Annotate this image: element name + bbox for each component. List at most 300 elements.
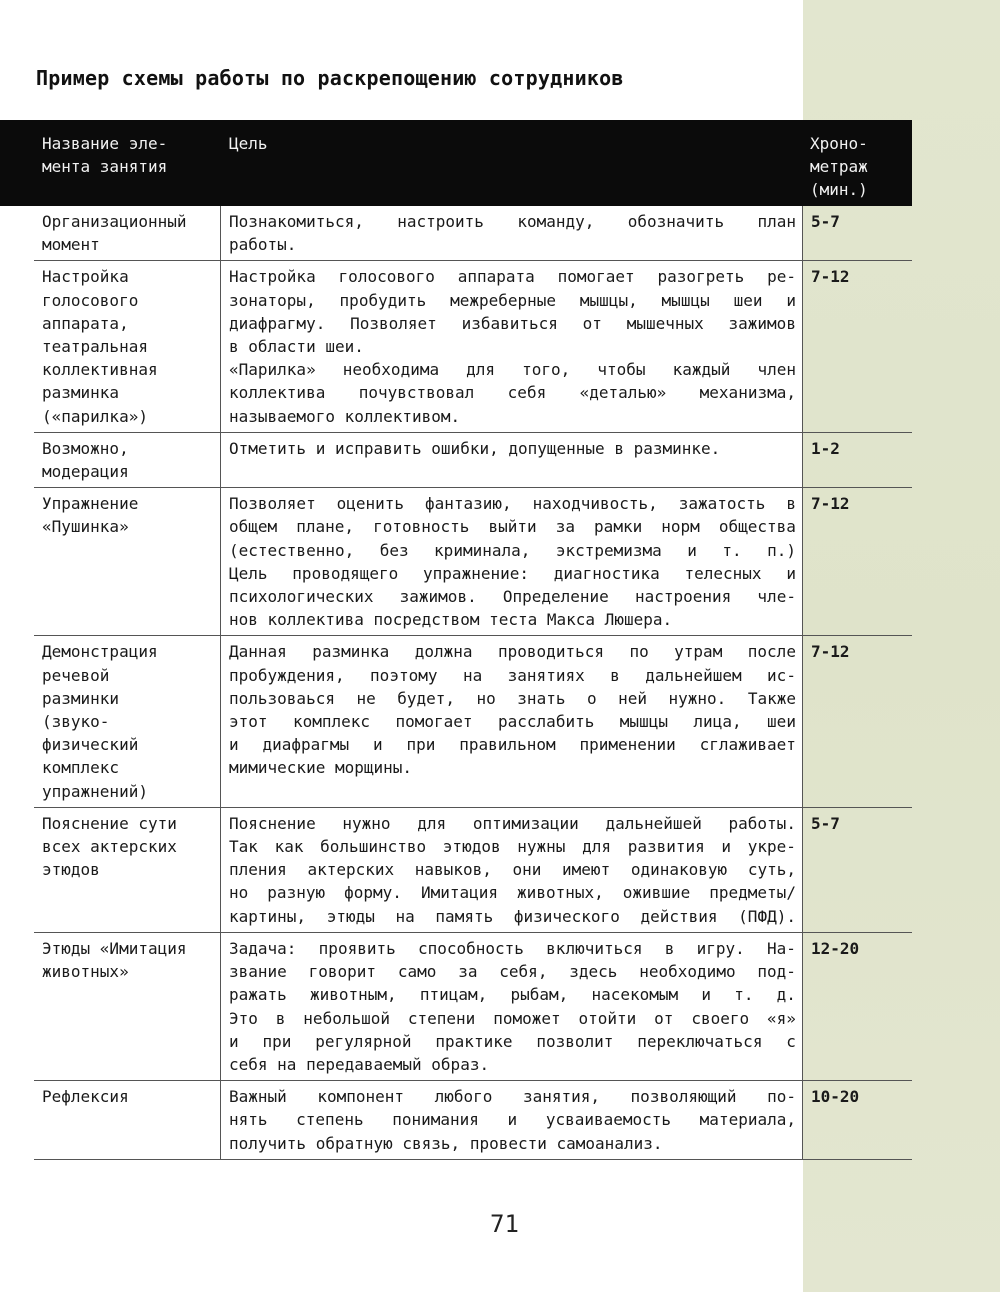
- goal-word: память: [435, 906, 494, 926]
- goal-word: для: [417, 813, 447, 833]
- table-row: [34, 206, 912, 261]
- goal-cell: [220, 488, 803, 635]
- goal-word: диагностика: [553, 563, 660, 583]
- table-row: [34, 636, 912, 807]
- goal-word: в области шеи.: [229, 337, 364, 357]
- goal-line: [229, 312, 796, 335]
- goal-word: необходима: [342, 360, 440, 380]
- element-name-cell: [34, 636, 220, 806]
- goal-word: ис-: [767, 665, 796, 685]
- goal-cell: [220, 206, 803, 260]
- goal-word: телесных: [684, 563, 762, 583]
- goal-word: комплекс: [292, 712, 371, 732]
- goal-word: степень: [296, 1110, 364, 1130]
- goal-word: без: [379, 540, 409, 560]
- header-element-name: [42, 132, 167, 178]
- goal-word: пользоваься: [229, 688, 335, 708]
- element-name-cell: [34, 933, 220, 1080]
- goal-word: дальнейшей: [605, 813, 702, 833]
- goal-word: ожившие: [622, 883, 691, 903]
- goal-word: укре-: [747, 837, 796, 857]
- goal-word: этюдов: [442, 837, 501, 857]
- goal-cell: [220, 1081, 803, 1159]
- goal-word: общества: [718, 517, 796, 537]
- goal-word: но: [476, 688, 496, 708]
- goal-word: Это: [229, 1008, 258, 1028]
- duration-cell: 10-20: [811, 1087, 860, 1107]
- goal-word: механизма,: [699, 383, 796, 403]
- element-name-line: голосового: [42, 290, 139, 310]
- goal-word: форму.: [344, 883, 402, 903]
- goal-word: навыков,: [414, 860, 492, 880]
- goal-word: команду,: [517, 212, 595, 231]
- goal-word: мышцы: [661, 290, 710, 310]
- header-duration: [810, 132, 868, 201]
- goal-word: плане,: [296, 517, 355, 537]
- goal-cell: [220, 433, 803, 487]
- goal-word: Задача:: [229, 938, 297, 958]
- goal-word: Цель: [229, 563, 268, 583]
- goal-word: картины,: [229, 906, 307, 926]
- duration-cell: 1-2: [811, 438, 840, 458]
- goal-word: расслабить: [498, 712, 595, 732]
- goal-word: Познакомиться,: [229, 212, 364, 231]
- goal-word: пробуждения,: [229, 665, 345, 685]
- element-name-line: комплекс: [42, 758, 120, 778]
- element-name-line: Упражнение: [42, 494, 139, 514]
- goal-word: Позволяет: [350, 313, 437, 333]
- goal-word: игру.: [696, 938, 745, 958]
- element-name-cell: [34, 206, 220, 260]
- goal-word: насекомым: [591, 985, 679, 1005]
- goal-word: упражнение:: [423, 563, 529, 583]
- element-name-line: театральная: [42, 337, 148, 357]
- goal-word: регулярной: [315, 1031, 412, 1051]
- element-name-line: этюдов: [42, 860, 100, 880]
- goal-line: [229, 210, 796, 233]
- header-text-line: Цель: [229, 134, 268, 153]
- goal-word: развития: [627, 837, 705, 857]
- goal-line: [229, 710, 796, 733]
- goal-word: нов коллектива посредством теста Макса Люшера.: [229, 610, 673, 630]
- goal-line: [229, 585, 796, 608]
- goal-word: выйти: [488, 517, 537, 537]
- goal-word: межреберные: [450, 290, 557, 310]
- goal-line: [229, 233, 796, 256]
- goal-line: [229, 1007, 796, 1030]
- goal-word: пробудить: [339, 290, 427, 310]
- goal-word: дальнейшем: [645, 665, 742, 685]
- goal-word: при: [406, 735, 436, 755]
- goal-word: с: [786, 1031, 796, 1051]
- goal-word: мышечных: [626, 313, 704, 333]
- goal-line: [229, 858, 796, 881]
- goal-line: [229, 1132, 796, 1155]
- goal-line: [229, 983, 796, 1006]
- goal-line: [229, 756, 796, 779]
- goal-word: оценить: [336, 494, 405, 514]
- element-name-line: всех актерских: [42, 837, 177, 857]
- element-name-line: Организационный: [42, 212, 187, 231]
- goal-line: [229, 1108, 796, 1131]
- element-name-line: упражнений): [42, 781, 148, 801]
- goal-word: избавиться: [461, 313, 558, 333]
- element-name-line: речевой: [42, 665, 110, 685]
- element-name-line: животных»: [42, 962, 129, 982]
- goal-line: [229, 1085, 796, 1108]
- page-title: Пример схемы работы по раскрепощению сотрудников: [36, 66, 624, 90]
- goal-word: обозначить: [627, 212, 725, 231]
- goal-line: [229, 664, 796, 687]
- goal-word: животным,: [309, 985, 397, 1005]
- goal-word: Так: [229, 837, 258, 857]
- element-name-line: Пояснение сути: [42, 813, 177, 833]
- goal-word: себя,: [499, 962, 548, 982]
- goal-word: действия: [640, 906, 718, 926]
- goal-word: находчивость,: [532, 494, 658, 514]
- goal-word: говорит: [308, 962, 377, 982]
- goal-word: занятия,: [522, 1087, 600, 1107]
- goal-word: разминка: [312, 642, 390, 662]
- goal-word: нужно.: [668, 688, 727, 708]
- goal-word: от: [654, 1008, 674, 1028]
- goal-line: [229, 812, 796, 835]
- goal-word: но: [229, 883, 249, 903]
- goal-word: проявить: [318, 938, 396, 958]
- goal-word: Определение: [502, 587, 609, 607]
- goal-word: настроить: [397, 212, 484, 231]
- goal-line: [229, 881, 796, 904]
- element-name-cell: [34, 1081, 220, 1159]
- goal-word: и: [786, 563, 796, 583]
- goal-word: Имитация: [420, 883, 499, 903]
- goal-word: здесь: [569, 962, 618, 982]
- goal-word: понимания: [392, 1110, 479, 1130]
- duration-cell: 5-7: [811, 813, 840, 833]
- goal-word: утрам: [674, 642, 723, 662]
- table-body: [34, 206, 912, 1160]
- goal-word: и: [721, 837, 732, 857]
- table-row: [34, 933, 912, 1081]
- goal-word: птицам,: [419, 985, 488, 1005]
- element-name-line: Демонстрация: [42, 642, 158, 662]
- goal-word: каждый: [672, 360, 731, 380]
- goal-word: п.): [767, 540, 796, 560]
- header-goal: [229, 132, 268, 155]
- goal-word: экстремизма: [555, 540, 662, 560]
- goal-word: «деталью»: [579, 383, 667, 403]
- goal-word: и: [373, 735, 383, 755]
- goal-word: включиться: [546, 938, 643, 958]
- goal-word: общем: [229, 517, 278, 537]
- goal-line: [229, 492, 796, 515]
- goal-word: и: [229, 1031, 239, 1051]
- goal-word: суть,: [747, 860, 796, 880]
- goal-word: как: [274, 837, 304, 857]
- header-text-line: Хроно-: [810, 134, 868, 153]
- goal-word: нужны: [517, 837, 566, 857]
- goal-word: пления: [229, 860, 287, 880]
- table-row: [34, 808, 912, 933]
- goal-word: не: [356, 688, 376, 708]
- goal-word: голосового: [338, 267, 435, 287]
- element-name-line: («парилка»): [42, 406, 148, 426]
- goal-word: член: [757, 360, 796, 380]
- goal-word: мышцы: [619, 712, 668, 732]
- goal-line: [229, 733, 796, 756]
- goal-word: шеи: [733, 290, 763, 310]
- goal-cell: [220, 933, 803, 1080]
- goal-word: Важный: [229, 1087, 287, 1107]
- goal-word: криминала,: [434, 540, 531, 560]
- goal-word: на: [395, 906, 415, 926]
- element-name-line: момент: [42, 235, 100, 255]
- goal-word: психологических: [229, 587, 374, 607]
- goal-word: в: [610, 665, 620, 685]
- goal-word: в: [275, 1008, 286, 1028]
- element-name-line: физический: [42, 735, 139, 755]
- goal-word: в: [786, 494, 796, 514]
- goal-word: проводящего: [292, 563, 399, 583]
- duration-cell: 7-12: [811, 642, 850, 662]
- table-row: [34, 1081, 912, 1160]
- goal-word: зажимов.: [399, 587, 477, 607]
- goal-line: [229, 539, 796, 562]
- goal-word: работы.: [728, 813, 796, 833]
- table-header: [0, 120, 912, 206]
- goal-word: готовность: [373, 517, 470, 537]
- element-name-line: Настройка: [42, 267, 129, 287]
- goal-line: [229, 1030, 796, 1053]
- goal-word: звание: [229, 962, 287, 982]
- goal-word: оптимизации: [472, 813, 579, 833]
- element-name-line: (звуко-: [42, 712, 110, 732]
- goal-line: [229, 405, 796, 428]
- goal-word: переключаться: [637, 1031, 763, 1051]
- goal-word: при: [262, 1031, 292, 1051]
- goal-word: в: [664, 938, 675, 958]
- goal-word: «я»: [766, 1008, 796, 1028]
- goal-word: должна: [414, 642, 473, 662]
- goal-word: т.: [734, 985, 754, 1005]
- goal-line: [229, 562, 796, 585]
- goal-word: под-: [757, 962, 796, 982]
- goal-word: физического: [513, 906, 620, 926]
- goal-word: поэтому: [370, 665, 438, 685]
- element-name-line: «Пушинка»: [42, 517, 129, 537]
- goal-word: позволяющий: [630, 1087, 737, 1107]
- goal-word: получить обратную связь, провести самоанализ.: [229, 1133, 663, 1153]
- goal-line: [229, 608, 796, 631]
- goal-word: о: [586, 688, 597, 708]
- duration-cell: 7-12: [811, 267, 850, 287]
- element-name-line: разминка: [42, 383, 120, 403]
- goal-word: (ПФД).: [738, 906, 796, 926]
- goal-line: [229, 640, 796, 663]
- goal-line: [229, 937, 796, 960]
- goal-word: чле-: [757, 587, 796, 607]
- goal-word: животных,: [517, 883, 604, 903]
- goal-word: проводиться: [498, 642, 604, 662]
- goal-line: [229, 437, 796, 460]
- goal-cell: [220, 261, 803, 431]
- goal-word: лица,: [693, 712, 742, 732]
- goal-word: своего: [691, 1008, 750, 1028]
- goal-word: по-: [767, 1087, 796, 1107]
- goal-cell: [220, 636, 803, 806]
- duration-cell: 5-7: [811, 212, 840, 231]
- goal-word: способность: [417, 938, 524, 958]
- table-row: [34, 261, 912, 432]
- element-name-line: Возможно,: [42, 438, 129, 458]
- goal-word: диафрагмы: [262, 735, 350, 755]
- goal-word: от: [582, 313, 602, 333]
- goal-word: степени: [407, 1008, 476, 1028]
- goal-word: необходимо: [639, 962, 736, 982]
- goal-word: настроения: [634, 587, 732, 607]
- goal-word: правильном: [459, 735, 556, 755]
- goal-word: на: [462, 665, 483, 685]
- goal-cell: [220, 808, 803, 932]
- goal-word: материала,: [699, 1110, 796, 1130]
- goal-word: отойти: [578, 1008, 637, 1028]
- goal-word: план: [757, 212, 796, 231]
- goal-word: ражать: [229, 985, 287, 1005]
- goal-word: этот: [229, 712, 268, 732]
- header-text-line: Название эле-: [42, 134, 168, 153]
- goal-word: одинаковую: [630, 860, 728, 880]
- header-text-line: метраж: [810, 157, 868, 176]
- goal-word: зажатость: [678, 494, 766, 514]
- goal-word: «Парилка»: [229, 360, 316, 380]
- goal-word: небольшой: [303, 1008, 390, 1028]
- header-text-line: мента занятия: [42, 157, 168, 176]
- goal-word: Позволяет: [229, 494, 316, 514]
- goal-word: На-: [767, 938, 796, 958]
- element-name-cell: [34, 808, 220, 932]
- goal-word: рамки: [594, 517, 643, 537]
- goal-word: зонаторы,: [229, 290, 316, 310]
- goal-word: коллектива: [229, 383, 326, 403]
- goal-word: после: [747, 642, 796, 662]
- goal-word: Отметить и исправить ошибки, допущенные в разминке.: [229, 438, 721, 458]
- goal-word: они: [512, 860, 542, 880]
- goal-word: и: [229, 735, 239, 755]
- goal-word: имеют: [562, 860, 611, 880]
- goal-word: за: [458, 962, 478, 982]
- goal-word: поможет: [493, 1008, 561, 1028]
- goal-word: само: [397, 962, 437, 982]
- duration-cell: 12-20: [811, 938, 860, 958]
- element-name-cell: [34, 261, 220, 431]
- goal-line: [229, 265, 796, 288]
- goal-line: [229, 835, 796, 858]
- goal-word: Пояснение: [229, 813, 316, 833]
- goal-word: разную: [267, 883, 326, 903]
- goal-word: шеи: [767, 712, 796, 732]
- element-name-line: Рефлексия: [42, 1087, 129, 1107]
- goal-word: себя: [507, 383, 547, 403]
- goal-word: работы.: [229, 235, 297, 255]
- goal-line: [229, 381, 796, 404]
- goal-word: нужно: [342, 813, 391, 833]
- goal-word: для: [466, 360, 496, 380]
- goal-word: норм: [661, 517, 700, 537]
- goal-word: этюды: [326, 906, 375, 926]
- goal-line: [229, 960, 796, 983]
- table-row: [34, 488, 912, 636]
- goal-word: и: [687, 540, 697, 560]
- goal-word: практике: [435, 1031, 513, 1051]
- goal-word: и: [507, 1110, 518, 1130]
- goal-word: мимические морщины.: [229, 758, 413, 778]
- goal-word: ре-: [767, 267, 796, 287]
- goal-word: (естественно,: [229, 540, 355, 560]
- goal-word: помогает: [395, 712, 473, 732]
- goal-line: [229, 335, 796, 358]
- goal-word: предметы/: [709, 883, 796, 903]
- element-name-cell: [34, 433, 220, 487]
- goal-line: [229, 289, 796, 312]
- element-name-line: разминки: [42, 688, 120, 708]
- goal-word: любого: [434, 1087, 493, 1107]
- element-name-line: аппарата,: [42, 313, 129, 333]
- element-name-line: модерация: [42, 462, 129, 482]
- goal-word: того,: [522, 360, 571, 380]
- goal-word: помогает: [557, 267, 635, 287]
- element-name-cell: [34, 488, 220, 635]
- goal-word: Данная: [229, 642, 287, 662]
- page-number: 71: [490, 1210, 519, 1238]
- element-name-line: Этюды «Имитация: [42, 938, 187, 958]
- goal-word: за: [555, 517, 575, 537]
- duration-cell: 7-12: [811, 494, 850, 514]
- goal-line: [229, 358, 796, 381]
- goal-word: нять: [229, 1110, 268, 1130]
- goal-word: д.: [776, 985, 796, 1005]
- goal-word: применении: [579, 735, 676, 755]
- goal-line: [229, 515, 796, 538]
- goal-word: ней: [618, 688, 648, 708]
- goal-word: разогреть: [657, 267, 745, 287]
- goal-word: компонент: [317, 1087, 405, 1107]
- goal-word: себя на передаваемый образ.: [229, 1054, 490, 1074]
- goal-line: [229, 905, 796, 928]
- goal-word: Настройка: [229, 267, 316, 287]
- goal-word: рыбам,: [510, 985, 569, 1005]
- header-text-line: (мин.): [810, 180, 868, 199]
- goal-line: [229, 1053, 796, 1076]
- goal-word: аппарата: [457, 267, 535, 287]
- goal-word: и: [786, 290, 796, 310]
- goal-word: почувствовал: [358, 383, 475, 403]
- goal-word: позволит: [536, 1031, 614, 1051]
- goal-word: называемого коллективом.: [229, 406, 461, 426]
- goal-word: усваиваемость: [545, 1110, 672, 1130]
- element-name-line: коллективная: [42, 360, 158, 380]
- goal-word: по: [629, 642, 649, 662]
- goal-word: Также: [747, 688, 796, 708]
- goal-line: [229, 687, 796, 710]
- goal-word: диафрагму.: [229, 313, 326, 333]
- goal-word: и: [701, 985, 712, 1005]
- goal-word: актерских: [307, 860, 395, 880]
- goal-word: сглаживает: [699, 735, 796, 755]
- goal-word: зажимов: [728, 313, 796, 333]
- table-row: [34, 433, 912, 488]
- goal-word: т.: [722, 540, 742, 560]
- goal-word: занятиях: [507, 665, 585, 685]
